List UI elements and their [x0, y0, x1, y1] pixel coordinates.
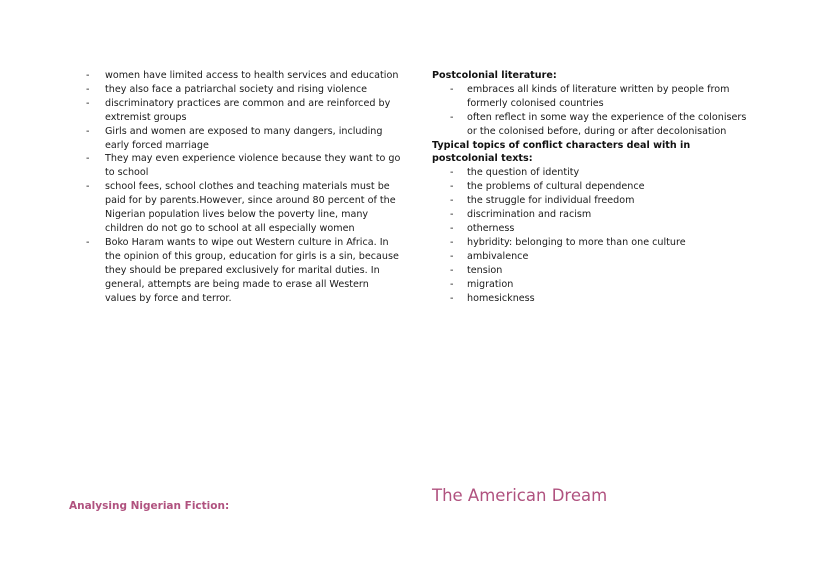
list-item: - discriminatory practices are common and are reinforced by extremist groups	[86, 97, 402, 125]
list-item: - Boko Haram wants to wipe out Western culture in Africa. In the opinion of this group, education for girls is a sin, because they should be prepared exclusively for marital duties. In general, attempts are being made to erase all Western values by force and terror.	[86, 236, 402, 306]
list-item: - discrimination and racism	[450, 208, 752, 222]
list-item: - the question of identity	[450, 166, 752, 180]
list-item: - hybridity: belonging to more than one culture	[450, 236, 752, 250]
footer-left-title: Analysing Nigerian Fiction:	[69, 500, 230, 512]
list-item: - They may even experience violence because they want to go to school	[86, 152, 402, 180]
list-item: - school fees, school clothes and teaching materials must be paid for by parents.However, since around 80 percent of the Nigerian population lives below the poverty line, many children do not go to school at all especially women	[86, 180, 402, 236]
list-item: - the struggle for individual freedom	[450, 194, 752, 208]
list-item: - Girls and women are exposed to many dangers, including early forced marriage	[86, 125, 402, 153]
footer-right-title: The American Dream	[432, 486, 608, 505]
nigeria-issues-list	[86, 69, 402, 305]
list-item: - the problems of cultural dependence	[450, 180, 752, 194]
list-item: - women have limited access to health services and education	[86, 69, 402, 83]
postcolonial-list	[450, 83, 752, 139]
list-item: - tension	[450, 264, 752, 278]
list-item: - embraces all kinds of literature written by people from formerly colonised countries	[450, 83, 752, 111]
list-item: - migration	[450, 278, 752, 292]
left-column	[86, 69, 402, 305]
list-item: - otherness	[450, 222, 752, 236]
topics-heading: Typical topics of conflict characters deal with in postcolonial texts:	[432, 139, 691, 165]
right-column	[432, 69, 752, 305]
topics-list	[450, 166, 752, 305]
list-item: - ambivalence	[450, 250, 752, 264]
list-item: - often reflect in some way the experience of the colonisers or the colonised before, during or after decolonisation	[450, 111, 752, 139]
list-item: - homesickness	[450, 292, 752, 306]
list-item: - they also face a patriarchal society and rising violence	[86, 83, 402, 97]
postcolonial-heading: Postcolonial literature:	[432, 70, 557, 81]
